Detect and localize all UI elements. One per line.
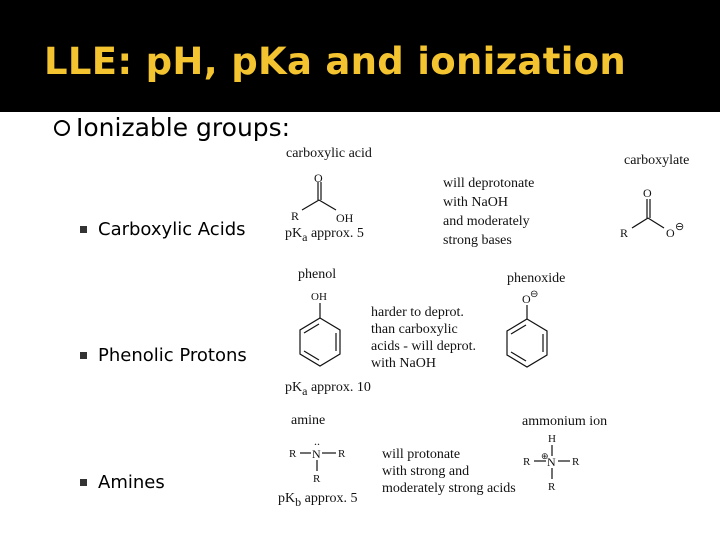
- ammonium-label: ammonium ion: [522, 414, 608, 429]
- bullet-text: Amines: [98, 472, 165, 493]
- oxygen-atom: O: [643, 186, 652, 200]
- hydrogen-atom: H: [548, 433, 556, 445]
- slide-title: LLE: pH, pKa and ionization: [44, 40, 627, 83]
- phenol-label: phenol: [298, 267, 337, 282]
- amine-pkb: $pK_b$ approx. 5: [278, 491, 358, 509]
- amine-label: amine: [291, 413, 326, 428]
- r-group: R: [338, 448, 346, 460]
- r-group: R: [572, 456, 580, 468]
- bullet-text: Carboxylic Acids: [98, 219, 246, 240]
- r-group: R: [313, 473, 321, 485]
- phenol-note: harder to deprot. than carboxylic acids - will deprot. with NaOH: [371, 305, 476, 371]
- r-group: R: [620, 226, 629, 240]
- negative-charge: ⊖: [675, 221, 685, 233]
- square-bullet-icon: [80, 479, 87, 486]
- carboxylate-label: carboxylate: [624, 153, 690, 168]
- carboxylic-pka: $pK_a$ approx. 5: [285, 226, 364, 244]
- r-group: R: [523, 456, 531, 468]
- title-bar: [0, 0, 720, 112]
- r-group: R: [289, 448, 297, 460]
- negative-charge: ⊖: [530, 289, 539, 300]
- ring-bullet-icon: [54, 120, 70, 136]
- amine-note: will protonate with strong and moderately strong acids: [382, 447, 516, 496]
- bullet-text: Phenolic Protons: [98, 345, 247, 366]
- r-group: R: [548, 481, 556, 493]
- level1-bullet: [54, 113, 290, 142]
- square-bullet-icon: [80, 226, 87, 233]
- bullet-phenolic: [80, 345, 247, 366]
- carboxylic-acid-structure: [286, 168, 376, 228]
- lone-pair: ..: [314, 434, 320, 448]
- bullet-carboxylic: [80, 219, 246, 240]
- phenoxide-structure: [500, 287, 560, 369]
- hydroxyl-group: OH: [336, 211, 354, 225]
- phenoxide-label: phenoxide: [507, 271, 566, 286]
- phenol-pka: $pK_a$ approx. 10: [285, 380, 371, 398]
- nitrogen-atom: N: [312, 447, 321, 461]
- oxide-atom: O: [522, 292, 531, 306]
- bullet-amines: [80, 472, 165, 493]
- oxide-atom: O: [666, 226, 675, 240]
- positive-charge: ⊕: [541, 451, 549, 461]
- ammonium-structure: [520, 430, 590, 494]
- r-group: R: [291, 209, 300, 223]
- phenol-structure: [292, 288, 352, 370]
- nitrogen-atom: N: [547, 455, 556, 469]
- hydroxyl-group: OH: [311, 291, 327, 303]
- amine-structure: [286, 434, 356, 492]
- oxygen-atom: O: [314, 171, 323, 185]
- carboxylate-structure: [616, 184, 696, 244]
- square-bullet-icon: [80, 352, 87, 359]
- carboxylic-acid-label: carboxylic acid: [286, 146, 372, 161]
- level1-text: Ionizable groups:: [76, 113, 291, 142]
- carboxylic-note: will deprotonate with NaOH and moderately strong bases: [443, 176, 535, 248]
